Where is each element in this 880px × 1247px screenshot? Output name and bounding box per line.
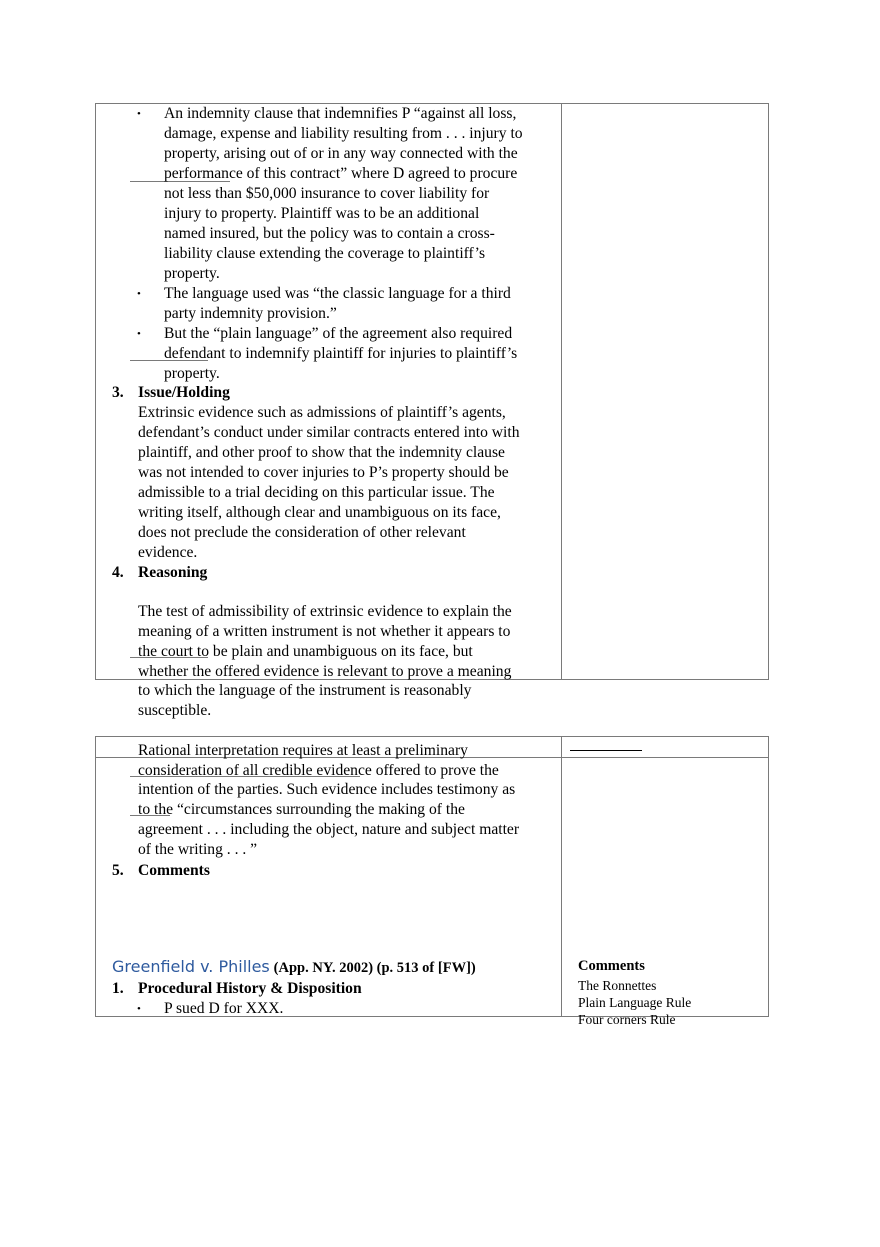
- text-line: An indemnity clause that indemnifies P “against all loss,: [164, 105, 517, 122]
- section-number: 4.: [112, 564, 124, 581]
- text-line: writing itself, although clear and unambiguous on its face,: [138, 504, 501, 521]
- text-line: intention of the parties. Such evidence includes testimony as: [138, 781, 516, 798]
- section-heading-procedural-history: Procedural History & Disposition: [138, 980, 362, 997]
- text-line: The test of admissibility of extrinsic evidence to explain the: [138, 603, 512, 620]
- text-line: admissible to a trial deciding on this particular issue. The: [138, 484, 495, 501]
- text-line: evidence.: [138, 544, 198, 561]
- side-comments-heading: Comments: [578, 958, 645, 974]
- text-line: susceptible.: [138, 702, 212, 719]
- text-line: injury to property. Plaintiff was to be an additional: [164, 205, 480, 222]
- bullet-glyph: •: [137, 288, 141, 300]
- text-line: damage, expense and liability resulting from . . . injury to: [164, 125, 523, 142]
- text-line: was not intended to cover injuries to P’s property should be: [138, 464, 509, 481]
- side-comment-item: Plain Language Rule: [578, 995, 692, 1010]
- side-comment-item: Four corners Rule: [578, 1012, 676, 1027]
- text-line: plaintiff, and other proof to show that the indemnity clause: [138, 444, 505, 461]
- text-line: not less than $50,000 insurance to cover liability for: [164, 185, 490, 202]
- table-2-header-divider: [561, 736, 562, 758]
- text-line: performance of this contract” where D agreed to procure: [164, 165, 518, 182]
- table-2-column-divider: [561, 757, 562, 1017]
- text-line: named insured, but the policy was to contain a cross-: [164, 225, 495, 242]
- case-name: Greenfield v. Philles: [112, 957, 270, 976]
- procedural-history-bullet: P sued D for XXX.: [164, 1000, 284, 1017]
- text-line: whether the offered evidence is relevant to prove a meaning: [138, 663, 512, 680]
- text-line: liability clause extending the coverage to plaintiff’s: [164, 245, 486, 262]
- table-2-header-underline: [570, 750, 642, 751]
- text-line: the court to be plain and unambiguous on its face, but: [138, 643, 473, 660]
- text-line: property.: [164, 265, 220, 282]
- text-line: Rational interpretation requires at least a preliminary: [138, 742, 468, 759]
- text-line: property.: [164, 365, 220, 382]
- text-line: Extrinsic evidence such as admissions of plaintiff’s agents,: [138, 404, 506, 421]
- bullet-glyph: •: [137, 1003, 141, 1015]
- section-number: 3.: [112, 384, 124, 401]
- text-line: meaning of a written instrument is not whether it appears to: [138, 623, 511, 640]
- text-line: consideration of all credible evidence offered to prove the: [138, 762, 499, 779]
- text-line: to the “circumstances surrounding the making of the: [138, 801, 465, 818]
- text-line: of the writing . . . ”: [138, 841, 258, 858]
- text-line: party indemnity provision.”: [164, 305, 337, 322]
- case-citation: (App. NY. 2002) (p. 513 of [FW]): [273, 960, 476, 976]
- section-number: 1.: [112, 980, 124, 997]
- case-title: [112, 957, 476, 978]
- section-heading-comments: Comments: [138, 862, 210, 879]
- bullet-glyph: •: [137, 108, 141, 120]
- bullet-glyph: •: [137, 328, 141, 340]
- text-line: defendant’s conduct under similar contracts entered into with: [138, 424, 520, 441]
- text-line: defendant to indemnify plaintiff for injuries to plaintiff’s: [164, 345, 518, 362]
- side-comment-item: The Ronnettes: [578, 978, 657, 993]
- text-line: property, arising out of or in any way connected with the: [164, 145, 518, 162]
- table-1-column-divider: [561, 103, 562, 680]
- text-line: The language used was “the classic language for a third: [164, 285, 511, 302]
- section-heading-reasoning: Reasoning: [138, 564, 208, 581]
- text-line: agreement . . . including the object, nature and subject matter: [138, 821, 520, 838]
- section-heading-issue-holding: Issue/Holding: [138, 384, 230, 401]
- text-line: does not preclude the consideration of other relevant: [138, 524, 466, 541]
- text-line: But the “plain language” of the agreement also required: [164, 325, 513, 342]
- text-line: to which the language of the instrument is reasonably: [138, 682, 472, 699]
- section-number: 5.: [112, 862, 124, 879]
